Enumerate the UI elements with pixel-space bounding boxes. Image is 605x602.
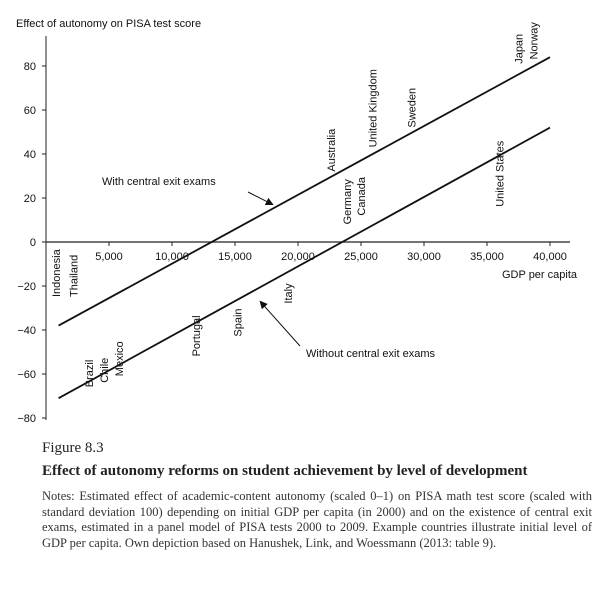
country-label: Mexico <box>114 341 127 377</box>
annotation-with-exams-arrow <box>248 192 273 205</box>
y-axis-label: Effect of autonomy on PISA test score <box>16 18 202 30</box>
figure-notes: Notes: Estimated effect of academic-content autonomy (scaled 0–1) on PISA math test score (scaled with standard deviation 100) depending on initial GDP per capita (in 2000) and on the existence of central exit exams, estimated in a panel model of PISA tests 2000 to 2009. Example countries illustrate initial level of GDP per capita. Own depiction based on Hanushek, Link, and Woessmann (2013: table 9). <box>42 489 592 550</box>
x-tick-label: 35,000 <box>470 251 504 263</box>
figure-number: Figure 8.3 <box>42 440 104 456</box>
country-label: Australia <box>325 128 338 172</box>
country-label: Portugal <box>190 315 203 357</box>
y-tick-label: 80 <box>23 61 36 73</box>
country-label: Thailand <box>68 254 81 297</box>
x-tick-label: 25,000 <box>344 251 378 263</box>
country-label: Spain <box>232 308 245 337</box>
y-tick-label: 0 <box>29 237 36 249</box>
y-tick-label: −40 <box>17 325 36 337</box>
country-label: Norway <box>528 22 541 60</box>
y-tick-label: 40 <box>23 149 36 161</box>
country-label: United States <box>494 140 507 207</box>
country-label: Japan <box>513 33 526 64</box>
x-tick-label: 40,000 <box>533 251 567 263</box>
country-label: United Kingdom <box>367 69 380 148</box>
series-layer <box>59 57 550 398</box>
y-tick-label: −60 <box>17 369 36 381</box>
x-axis-label: GDP per capita <box>502 269 578 281</box>
y-ticks <box>17 61 46 425</box>
country-label: Italy <box>282 283 295 304</box>
annotation-without-exams: Without central exit exams <box>306 348 435 360</box>
y-tick-label: 60 <box>23 105 36 117</box>
country-label: Germany <box>342 179 355 225</box>
x-tick-label: 20,000 <box>281 251 315 263</box>
country-label: Chile <box>98 357 111 383</box>
x-tick-label: 5,000 <box>95 251 123 263</box>
y-tick-label: 20 <box>23 193 36 205</box>
annotation-with-exams: With central exit exams <box>102 176 216 188</box>
annotation-without-exams-arrow <box>260 301 300 346</box>
country-label: Indonesia <box>51 249 64 297</box>
country-label: Brazil <box>83 359 96 388</box>
figure-title: Effect of autonomy reforms on student achievement by level of development <box>42 463 528 479</box>
country-label: Sweden <box>406 87 419 128</box>
series-line-with-exams <box>59 57 550 325</box>
x-tick-label: 10,000 <box>155 251 189 263</box>
x-tick-label: 30,000 <box>407 251 441 263</box>
country-labels <box>51 22 541 388</box>
country-label: Canada <box>356 177 368 216</box>
y-tick-label: −80 <box>17 413 36 425</box>
x-ticks <box>95 242 567 263</box>
y-tick-label: −20 <box>17 281 36 293</box>
x-tick-label: 15,000 <box>218 251 252 263</box>
